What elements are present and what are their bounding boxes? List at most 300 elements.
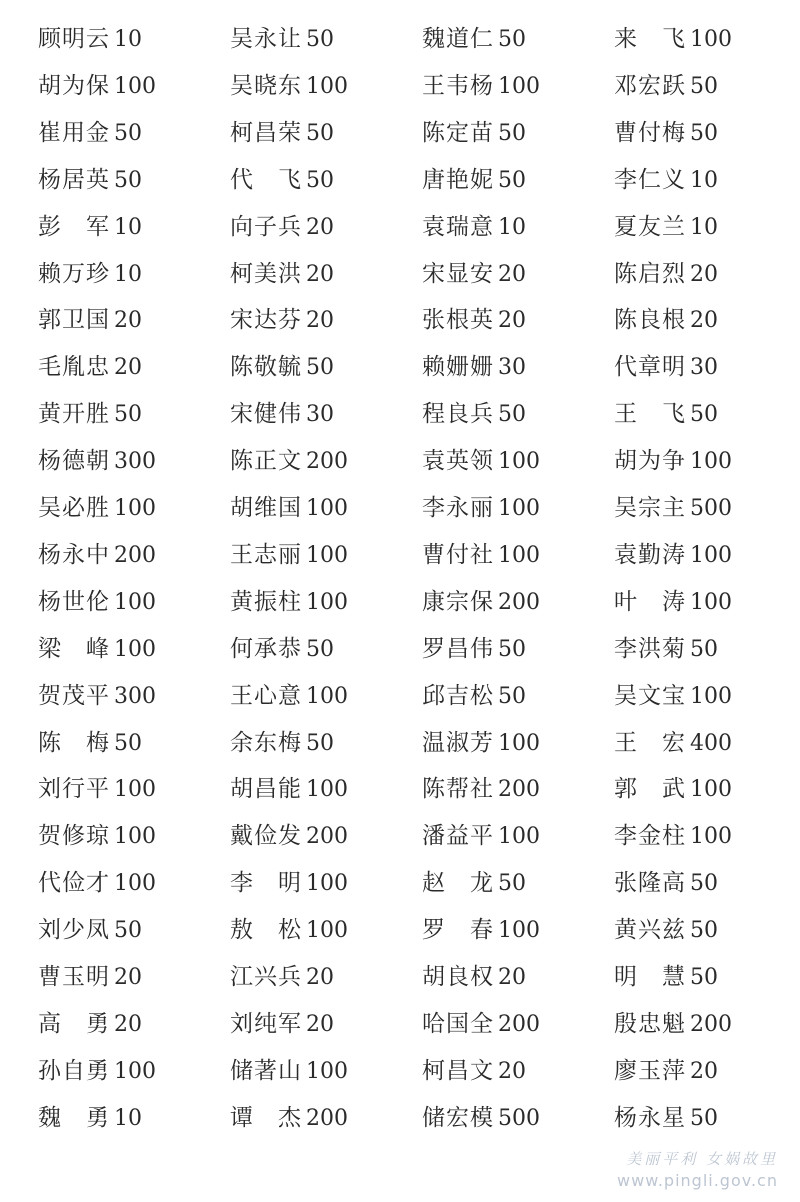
donor-name: 袁勤涛 bbox=[614, 541, 686, 568]
donor-entry bbox=[230, 860, 348, 906]
donation-amount: 50 bbox=[690, 871, 718, 897]
donation-amount: 10 bbox=[114, 1105, 142, 1131]
donor-entry bbox=[230, 157, 334, 203]
donor-name: 梁 峰 bbox=[38, 635, 110, 662]
donor-entry bbox=[422, 16, 526, 62]
donation-amount: 200 bbox=[306, 1105, 348, 1131]
donor-entry bbox=[614, 1048, 718, 1094]
donor-row bbox=[0, 907, 800, 953]
donation-amount: 20 bbox=[306, 1011, 334, 1037]
donor-name: 吴必胜 bbox=[38, 495, 110, 521]
donor-row bbox=[0, 813, 800, 859]
donation-amount: 10 bbox=[690, 167, 718, 193]
donation-amount: 50 bbox=[306, 27, 334, 52]
donor-name: 杨永星 bbox=[614, 1104, 686, 1131]
donor-entry bbox=[230, 297, 334, 343]
donation-amount: 100 bbox=[690, 824, 732, 850]
donor-name: 杨居英 bbox=[38, 166, 110, 193]
donor-row bbox=[0, 297, 800, 343]
donor-name: 王志丽 bbox=[230, 541, 302, 568]
donor-entry bbox=[422, 1001, 540, 1047]
donor-name: 陈启烈 bbox=[614, 260, 686, 287]
donor-name: 王 宏 bbox=[614, 729, 686, 756]
donor-row bbox=[0, 251, 800, 297]
donation-amount: 10 bbox=[114, 27, 142, 52]
donation-amount: 20 bbox=[306, 965, 334, 990]
donor-name: 代俭才 bbox=[38, 870, 110, 897]
donation-amount: 100 bbox=[498, 449, 540, 475]
donor-entry bbox=[230, 485, 348, 531]
donor-row bbox=[0, 954, 800, 1000]
donor-entry bbox=[614, 110, 718, 156]
donation-amount: 100 bbox=[114, 73, 156, 99]
donor-row bbox=[0, 63, 800, 109]
donor-entry bbox=[38, 485, 156, 531]
donor-row bbox=[0, 485, 800, 531]
donation-amount: 20 bbox=[690, 261, 718, 287]
donation-amount: 50 bbox=[498, 636, 526, 662]
donation-amount: 200 bbox=[498, 589, 540, 615]
donor-name: 邱吉松 bbox=[422, 682, 494, 709]
donor-entry bbox=[422, 204, 526, 250]
donor-entry bbox=[230, 344, 334, 390]
donor-entry bbox=[422, 110, 526, 156]
donor-entry bbox=[422, 720, 540, 766]
donor-name: 胡为争 bbox=[614, 448, 686, 475]
donation-amount: 30 bbox=[498, 355, 526, 381]
donor-name: 赖姗姗 bbox=[422, 354, 494, 381]
donor-entry bbox=[422, 438, 540, 484]
donor-entry bbox=[38, 1048, 156, 1094]
donor-name: 李仁义 bbox=[614, 166, 686, 193]
donor-entry bbox=[614, 63, 718, 109]
donation-amount: 400 bbox=[690, 730, 732, 756]
donation-amount: 100 bbox=[114, 777, 156, 803]
donation-amount: 100 bbox=[690, 589, 732, 615]
donation-amount: 100 bbox=[114, 496, 156, 521]
donor-name: 代 飞 bbox=[230, 166, 302, 193]
donor-entry bbox=[38, 860, 156, 906]
donor-name: 潘益平 bbox=[422, 823, 494, 850]
donation-amount: 50 bbox=[306, 730, 334, 756]
donor-name: 刘行平 bbox=[38, 776, 110, 803]
donor-name: 叶 涛 bbox=[614, 588, 686, 615]
donor-name: 何承恭 bbox=[230, 635, 302, 662]
donor-name: 李永丽 bbox=[422, 495, 494, 521]
donor-name: 曹付梅 bbox=[614, 119, 686, 146]
donation-amount: 100 bbox=[690, 542, 732, 568]
donor-entry bbox=[614, 251, 718, 297]
donor-name: 李金柱 bbox=[614, 823, 686, 850]
donor-name: 柯美洪 bbox=[230, 260, 302, 287]
donor-name: 张隆高 bbox=[614, 870, 686, 897]
donor-row bbox=[0, 579, 800, 625]
donor-name: 哈国全 bbox=[422, 1010, 494, 1037]
donor-entry bbox=[422, 907, 540, 953]
donor-entry bbox=[38, 766, 156, 812]
donor-entry bbox=[38, 720, 142, 766]
donation-amount: 50 bbox=[690, 1105, 718, 1131]
donation-amount: 100 bbox=[690, 449, 732, 475]
donation-amount: 20 bbox=[114, 355, 142, 381]
donor-entry bbox=[38, 532, 156, 578]
donor-name: 吴文宝 bbox=[614, 682, 686, 709]
donor-entry bbox=[230, 1095, 348, 1141]
donor-row bbox=[0, 110, 800, 156]
donor-name: 温淑芳 bbox=[422, 729, 494, 756]
donation-amount: 100 bbox=[114, 871, 156, 897]
donor-entry bbox=[230, 673, 348, 719]
donor-entry bbox=[38, 438, 156, 484]
donation-amount: 10 bbox=[114, 261, 142, 287]
donation-amount: 100 bbox=[306, 73, 348, 99]
donor-entry bbox=[614, 626, 718, 672]
donor-entry bbox=[422, 63, 540, 109]
donor-name: 程良兵 bbox=[422, 401, 494, 428]
donation-amount: 100 bbox=[306, 871, 348, 897]
donor-entry bbox=[614, 204, 718, 250]
donor-entry bbox=[38, 626, 156, 672]
donor-name: 李洪菊 bbox=[614, 635, 686, 662]
donor-entry bbox=[38, 16, 142, 62]
donor-row bbox=[0, 673, 800, 719]
donation-amount: 20 bbox=[498, 308, 526, 334]
donor-name: 胡为保 bbox=[38, 72, 110, 99]
donor-entry bbox=[38, 954, 142, 1000]
donor-name: 黄兴兹 bbox=[614, 917, 686, 944]
donor-entry bbox=[614, 766, 732, 812]
donation-amount: 20 bbox=[690, 308, 718, 334]
donor-entry bbox=[422, 766, 540, 812]
donor-name: 曹玉明 bbox=[38, 964, 110, 990]
donation-amount: 100 bbox=[498, 824, 540, 850]
donation-amount: 50 bbox=[498, 683, 526, 709]
donor-row bbox=[0, 720, 800, 766]
donation-amount: 20 bbox=[114, 965, 142, 990]
donor-entry bbox=[38, 579, 156, 625]
donation-amount: 50 bbox=[690, 73, 718, 99]
donation-amount: 20 bbox=[114, 308, 142, 334]
donation-amount: 100 bbox=[690, 777, 732, 803]
donation-amount: 100 bbox=[498, 542, 540, 568]
donation-amount: 10 bbox=[114, 214, 142, 240]
donation-amount: 100 bbox=[498, 918, 540, 944]
donor-name: 赵 龙 bbox=[422, 870, 494, 897]
donor-name: 袁瑞意 bbox=[422, 213, 494, 240]
donor-name: 贺修琼 bbox=[38, 823, 110, 850]
donor-entry bbox=[614, 297, 718, 343]
donor-name: 刘少凤 bbox=[38, 917, 110, 944]
donor-name: 殷忠魁 bbox=[614, 1010, 686, 1037]
donor-name: 康宗保 bbox=[422, 588, 494, 615]
donor-name: 张根英 bbox=[422, 307, 494, 334]
donation-amount: 200 bbox=[114, 542, 156, 568]
donor-name: 江兴兵 bbox=[230, 964, 302, 990]
donor-name: 顾明云 bbox=[38, 26, 110, 52]
donor-entry bbox=[230, 1001, 334, 1047]
donor-name: 杨世伦 bbox=[38, 588, 110, 615]
donation-amount: 200 bbox=[498, 1011, 540, 1037]
donation-amount: 50 bbox=[690, 636, 718, 662]
donor-name: 唐艳妮 bbox=[422, 166, 494, 193]
donor-entry bbox=[422, 626, 526, 672]
donor-entry bbox=[38, 157, 142, 203]
donor-entry bbox=[230, 391, 334, 437]
donor-entry bbox=[38, 813, 156, 859]
donation-amount: 50 bbox=[498, 120, 526, 146]
donor-entry bbox=[230, 110, 334, 156]
donor-row bbox=[0, 532, 800, 578]
donor-name: 赖万珍 bbox=[38, 260, 110, 287]
donation-amount: 10 bbox=[498, 214, 526, 240]
donor-name: 郭卫国 bbox=[38, 307, 110, 334]
donor-name: 戴俭发 bbox=[230, 823, 302, 850]
donation-amount: 30 bbox=[306, 402, 334, 428]
donor-entry bbox=[422, 344, 526, 390]
donor-name: 吴永让 bbox=[230, 26, 302, 52]
donor-name: 储宏模 bbox=[422, 1104, 494, 1131]
donation-amount: 300 bbox=[114, 683, 156, 709]
donor-entry bbox=[230, 63, 348, 109]
donor-row bbox=[0, 626, 800, 672]
donor-name: 黄振柱 bbox=[230, 588, 302, 615]
donor-name: 陈 梅 bbox=[38, 729, 110, 756]
donation-amount: 20 bbox=[306, 308, 334, 334]
donation-amount: 20 bbox=[498, 965, 526, 990]
donor-entry bbox=[38, 344, 142, 390]
watermark-slogan: 美丽平利 女娲故里 bbox=[626, 1150, 778, 1168]
donor-name: 宋健伟 bbox=[230, 401, 302, 428]
donor-entry bbox=[422, 1095, 540, 1141]
donation-amount: 50 bbox=[690, 402, 718, 428]
donor-name: 谭 杰 bbox=[230, 1104, 302, 1131]
donor-row bbox=[0, 766, 800, 812]
donation-amount: 300 bbox=[114, 449, 156, 475]
donor-entry bbox=[230, 1048, 348, 1094]
donation-amount: 50 bbox=[114, 120, 142, 146]
donor-entry bbox=[422, 157, 526, 203]
donor-name: 高 勇 bbox=[38, 1010, 110, 1037]
donor-entry bbox=[614, 813, 732, 859]
donation-amount: 50 bbox=[306, 167, 334, 193]
donation-amount: 100 bbox=[114, 636, 156, 662]
donation-amount: 50 bbox=[498, 27, 526, 52]
donor-entry bbox=[230, 251, 334, 297]
donor-name: 王 飞 bbox=[614, 401, 686, 428]
donor-entry bbox=[38, 673, 156, 719]
donor-entry bbox=[422, 813, 540, 859]
donor-name: 吴晓东 bbox=[230, 72, 302, 99]
donor-entry bbox=[614, 344, 718, 390]
donor-name: 陈良根 bbox=[614, 307, 686, 334]
donation-amount: 100 bbox=[306, 1058, 348, 1084]
donor-entry bbox=[38, 251, 142, 297]
donor-name: 毛胤忠 bbox=[38, 354, 110, 381]
donor-row bbox=[0, 16, 800, 62]
donation-amount: 100 bbox=[306, 777, 348, 803]
donor-name: 郭 武 bbox=[614, 776, 686, 803]
donor-name: 余东梅 bbox=[230, 729, 302, 756]
donor-name: 杨永中 bbox=[38, 541, 110, 568]
donor-name: 罗昌伟 bbox=[422, 635, 494, 662]
donation-amount: 100 bbox=[306, 496, 348, 521]
donation-amount: 50 bbox=[306, 636, 334, 662]
donor-name: 陈正文 bbox=[230, 448, 302, 475]
donor-name: 罗 春 bbox=[422, 917, 494, 944]
donation-amount: 200 bbox=[690, 1011, 732, 1037]
donation-amount: 200 bbox=[498, 777, 540, 803]
donor-entry bbox=[422, 391, 526, 437]
donation-amount: 50 bbox=[498, 402, 526, 428]
donation-amount: 10 bbox=[690, 214, 718, 240]
donor-name: 储著山 bbox=[230, 1057, 302, 1084]
donation-amount: 500 bbox=[690, 496, 732, 521]
donor-entry bbox=[230, 720, 334, 766]
donation-amount: 50 bbox=[690, 965, 718, 990]
donation-amount: 50 bbox=[306, 120, 334, 146]
donation-amount: 20 bbox=[306, 261, 334, 287]
donation-amount: 200 bbox=[306, 449, 348, 475]
donor-entry bbox=[614, 579, 732, 625]
donor-entry bbox=[422, 485, 540, 531]
donor-entry bbox=[230, 532, 348, 578]
donor-entry bbox=[614, 673, 732, 719]
site-watermark bbox=[617, 1148, 778, 1190]
donor-row bbox=[0, 157, 800, 203]
donation-amount: 100 bbox=[114, 589, 156, 615]
donor-entry bbox=[422, 579, 540, 625]
donation-amount: 200 bbox=[306, 824, 348, 850]
donation-amount: 100 bbox=[306, 589, 348, 615]
donor-entry bbox=[422, 251, 526, 297]
donor-row bbox=[0, 438, 800, 484]
donor-entry bbox=[614, 391, 718, 437]
donation-amount: 50 bbox=[690, 120, 718, 146]
donor-name: 曹付社 bbox=[422, 541, 494, 568]
donation-amount: 50 bbox=[114, 402, 142, 428]
donor-name: 向子兵 bbox=[230, 213, 302, 240]
donor-name: 李 明 bbox=[230, 870, 302, 897]
donor-name: 吴宗主 bbox=[614, 495, 686, 521]
donor-name: 魏道仁 bbox=[422, 26, 494, 52]
donor-row bbox=[0, 1048, 800, 1094]
donor-name: 崔用金 bbox=[38, 119, 110, 146]
donor-row bbox=[0, 391, 800, 437]
donor-name: 彭 军 bbox=[38, 213, 110, 240]
donation-amount: 20 bbox=[306, 214, 334, 240]
donation-amount: 50 bbox=[306, 355, 334, 381]
donation-amount: 100 bbox=[114, 1058, 156, 1084]
donation-amount: 100 bbox=[690, 683, 732, 709]
donor-name: 黄开胜 bbox=[38, 401, 110, 428]
donation-amount: 100 bbox=[306, 542, 348, 568]
donor-name: 陈敬毓 bbox=[230, 354, 302, 381]
donor-entry bbox=[38, 907, 142, 953]
donor-entry bbox=[422, 297, 526, 343]
donor-name: 夏友兰 bbox=[614, 213, 686, 240]
donation-amount: 50 bbox=[114, 167, 142, 193]
donor-entry bbox=[38, 297, 142, 343]
donor-entry bbox=[614, 720, 732, 766]
donor-entry bbox=[614, 954, 718, 1000]
donor-name: 陈定苗 bbox=[422, 119, 494, 146]
donation-amount: 50 bbox=[690, 918, 718, 944]
donor-entry bbox=[230, 626, 334, 672]
donor-name: 王韦杨 bbox=[422, 72, 494, 99]
donation-amount: 50 bbox=[114, 918, 142, 944]
donor-row bbox=[0, 1001, 800, 1047]
donation-amount: 100 bbox=[498, 730, 540, 756]
donor-name: 胡昌能 bbox=[230, 776, 302, 803]
donor-entry bbox=[38, 63, 156, 109]
donation-amount: 20 bbox=[498, 1058, 526, 1084]
donor-name: 明 慧 bbox=[614, 964, 686, 990]
donation-amount: 50 bbox=[114, 730, 142, 756]
donor-entry bbox=[230, 438, 348, 484]
donor-name: 邓宏跃 bbox=[614, 72, 686, 99]
donor-name: 宋显安 bbox=[422, 260, 494, 287]
donor-name: 胡良权 bbox=[422, 964, 494, 990]
donor-name: 宋达芬 bbox=[230, 307, 302, 334]
donor-entry bbox=[422, 1048, 526, 1094]
donor-name: 陈帮社 bbox=[422, 776, 494, 803]
donor-entry bbox=[614, 16, 732, 62]
donation-amount: 20 bbox=[690, 1058, 718, 1084]
watermark-url: www.pingli.gov.cn bbox=[617, 1171, 778, 1190]
donor-entry bbox=[614, 907, 718, 953]
donor-row bbox=[0, 860, 800, 906]
donor-entry bbox=[230, 579, 348, 625]
donation-amount: 100 bbox=[498, 73, 540, 99]
donor-entry bbox=[38, 1095, 142, 1141]
donor-entry bbox=[38, 110, 142, 156]
donor-name: 柯昌荣 bbox=[230, 119, 302, 146]
donor-name: 胡维国 bbox=[230, 495, 302, 521]
donor-entry bbox=[614, 485, 732, 531]
donor-entry bbox=[38, 391, 142, 437]
donation-amount: 20 bbox=[114, 1011, 142, 1037]
donor-name: 柯昌文 bbox=[422, 1057, 494, 1084]
donor-entry bbox=[38, 204, 142, 250]
donation-amount: 100 bbox=[498, 496, 540, 521]
donor-entry bbox=[230, 16, 334, 62]
donation-amount: 50 bbox=[498, 167, 526, 193]
donor-entry bbox=[422, 860, 526, 906]
donation-amount: 50 bbox=[498, 871, 526, 897]
donor-entry bbox=[422, 673, 526, 719]
donor-entry bbox=[230, 204, 334, 250]
donor-entry bbox=[230, 813, 348, 859]
donor-entry bbox=[614, 860, 718, 906]
donor-name: 廖玉萍 bbox=[614, 1057, 686, 1084]
donor-entry bbox=[614, 1001, 732, 1047]
donor-name: 孙自勇 bbox=[38, 1057, 110, 1084]
donation-amount: 500 bbox=[498, 1105, 540, 1131]
donor-entry bbox=[230, 954, 334, 1000]
donation-amount: 100 bbox=[114, 824, 156, 850]
donor-entry bbox=[38, 1001, 142, 1047]
donor-name: 敖 松 bbox=[230, 917, 302, 944]
donor-name: 袁英领 bbox=[422, 448, 494, 475]
donor-entry bbox=[614, 1095, 718, 1141]
donor-entry bbox=[614, 532, 732, 578]
donation-amount: 100 bbox=[306, 683, 348, 709]
donor-name: 来 飞 bbox=[614, 26, 686, 52]
donor-entry bbox=[230, 907, 348, 953]
donation-amount: 20 bbox=[498, 261, 526, 287]
donor-entry bbox=[614, 157, 718, 203]
donor-name: 贺茂平 bbox=[38, 682, 110, 709]
